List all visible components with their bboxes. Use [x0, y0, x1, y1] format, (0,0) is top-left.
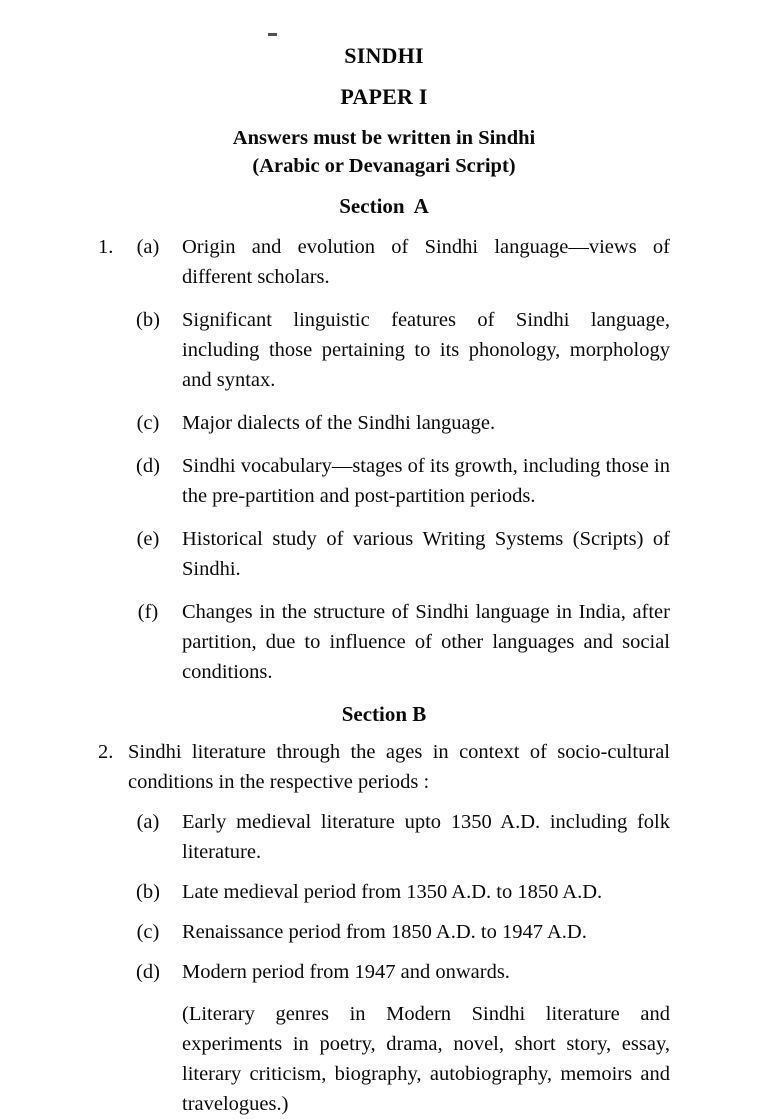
document-header [0, 42, 768, 179]
item-text: Modern period from 1947 and onwards. [182, 961, 510, 983]
item-label: (b) [136, 881, 160, 903]
list-item [0, 451, 768, 511]
list-item [0, 524, 768, 584]
section-a-heading-prefix: Section [339, 194, 405, 218]
list-item [0, 232, 768, 292]
instruction-line-1: Answers must be written in Sindhi [232, 127, 536, 149]
instruction-line-2: (Arabic or Devanagari Script) [252, 155, 516, 177]
list-item [0, 877, 768, 907]
page-title: SINDHI [344, 43, 424, 68]
item-text: Significant linguistic features of Sindhi language, including those pertaining to its phonology, morphology and syntax. [182, 309, 670, 391]
list-item [0, 957, 768, 987]
list-item [0, 305, 768, 395]
item-text: Early medieval literature upto 1350 A.D. including folk literature. [182, 811, 670, 863]
section-a-heading-label: A [413, 194, 429, 218]
list-item [0, 917, 768, 947]
item-label: (c) [136, 921, 160, 943]
section-b-question-list [0, 737, 768, 1119]
section-b-heading-prefix: Section [341, 702, 408, 726]
item-text: Historical study of various Writing Systems (Scripts) of Sindhi. [182, 528, 670, 580]
list-item [0, 807, 768, 867]
item-label: (e) [136, 528, 160, 550]
list-item [0, 408, 768, 438]
note-text: (Literary genres in Modern Sindhi literature and experiments in poetry, drama, novel, short story, essay, literary criticism, biography, autobiography, memoirs and travelogues.) [182, 1003, 670, 1115]
item-text: Late medieval period from 1350 A.D. to 1850 A.D. [182, 881, 603, 903]
section-a-heading [0, 193, 768, 220]
list-item [0, 597, 768, 687]
item-label: (a) [136, 236, 160, 258]
lead-text: Sindhi literature through the ages in context of socio-cultural conditions in the respective periods : [128, 741, 670, 793]
item-text: Origin and evolution of Sindhi language—views of different scholars. [182, 236, 670, 288]
section-b-heading [0, 701, 768, 728]
item-label: (c) [136, 412, 160, 434]
item-text: Changes in the structure of Sindhi language in India, after partition, due to influence of other languages and social conditions. [182, 601, 670, 683]
item-label: (d) [136, 961, 160, 983]
question-number: 1. [98, 236, 114, 258]
item-text: Sindhi vocabulary—stages of its growth, including those in the pre-partition and post-partition periods. [182, 455, 670, 507]
item-text: Renaissance period from 1850 A.D. to 1947 A.D. [182, 921, 587, 943]
item-label: (a) [136, 811, 160, 833]
section-b-note-paragraph [0, 999, 768, 1119]
item-label: (d) [136, 455, 160, 477]
item-label: (b) [136, 309, 160, 331]
section-b-lead-paragraph [0, 737, 768, 797]
section-a-question-list [0, 232, 768, 687]
paper-subtitle: PAPER I [340, 84, 428, 109]
item-text: Major dialects of the Sindhi language. [182, 412, 496, 434]
question-number: 2. [98, 741, 114, 763]
item-label: (f) [137, 601, 159, 623]
section-b-heading-label: B [412, 702, 427, 726]
